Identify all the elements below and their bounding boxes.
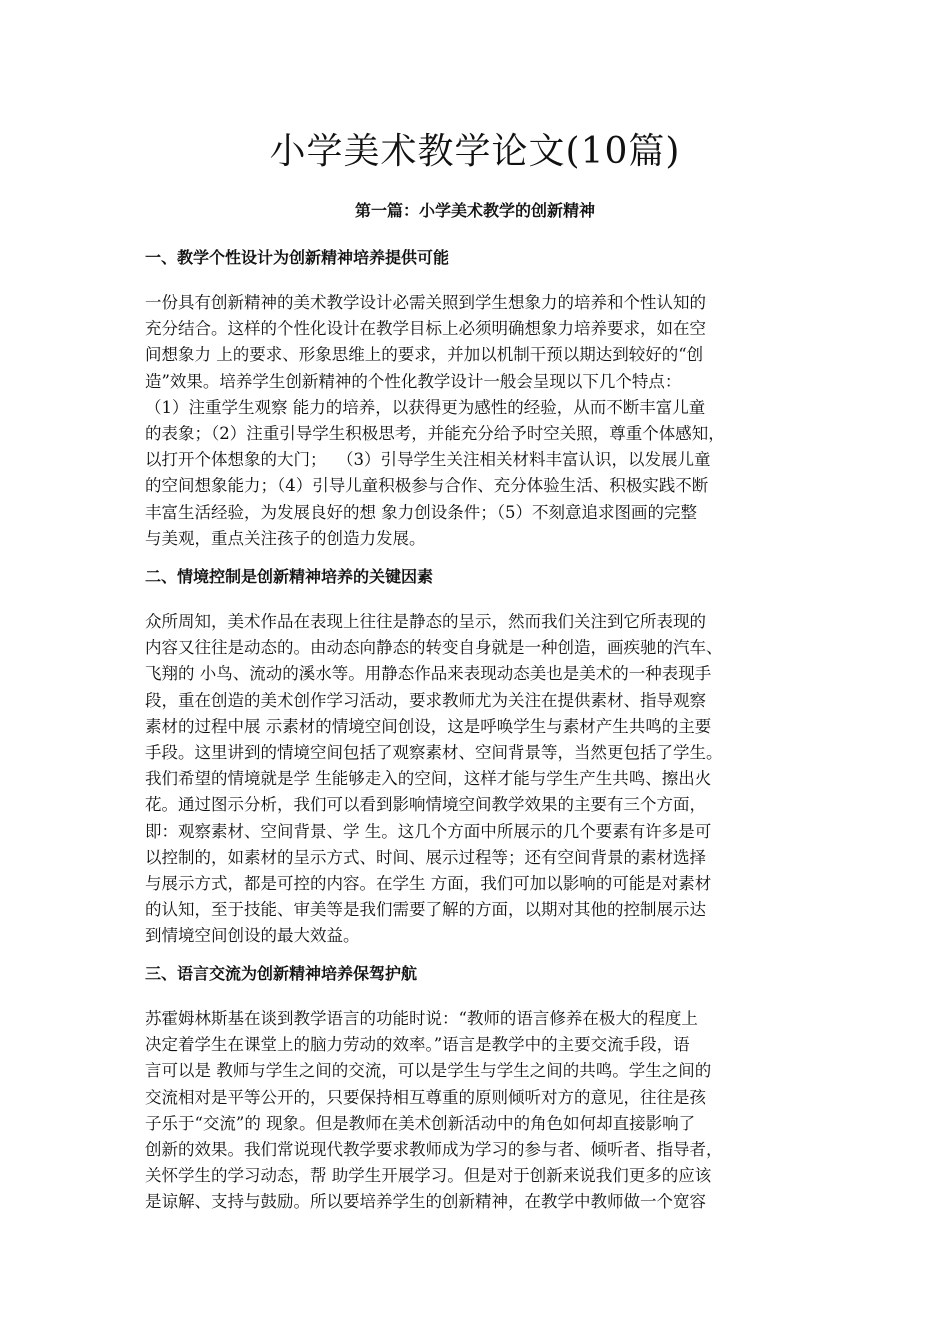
paragraph-line: 素材的过程中展 示素材的情境空间创设，这是呼唤学生与素材产生共鸣的主要	[145, 716, 712, 736]
paragraph-line: 我们希望的情境就是学 生能够走入的空间，这样才能与学生产生共鸣、擦出火	[145, 769, 712, 789]
section-2-heading: 二、情境控制是创新精神培养的关键因素	[145, 567, 434, 586]
paragraph-line: 内容又往往是动态的。由动态向静态的转变自身就是一种创造，画疾驰的汽车、	[145, 638, 723, 658]
paragraph-line: 手段。这里讲到的情境空间包括了观察素材、空间背景等，当然更包括了学生。	[145, 742, 723, 762]
section-2-paragraph	[145, 609, 813, 949]
paragraph-line: 造”效果。培养学生创新精神的个性化教学设计一般会呈现以下几个特点：	[145, 371, 682, 391]
article-subtitle: 第一篇：小学美术教学的创新精神	[354, 201, 595, 220]
paragraph-line: 众所周知，美术作品在表现上往往是静态的呈示，然而我们关注到它所表现的	[145, 612, 706, 631]
paragraph-line: （1）注重学生观察 能力的培养，以获得更为感性的经验，从而不断丰富儿童	[145, 397, 706, 417]
paragraph-line: 飞翔的 小鸟、流动的溪水等。用静态作品来表现动态美也是美术的一种表现手	[145, 664, 712, 684]
paragraph-line: 决定着学生在课堂上的脑力劳动的效率。”语言是教学中的主要交流手段，语	[145, 1035, 690, 1055]
paragraph-line: 与美观，重点关注孩子的创造力发展。	[145, 528, 426, 548]
paragraph-line: 子乐于“交流”的 现象。但是教师在美术创新活动中的角色如何却直接影响了	[145, 1113, 696, 1133]
paragraph-line: 间想象力 上的要求、形象思维上的要求，并加以机制干预以期达到较好的“创	[145, 345, 704, 365]
paragraph-line: 创新的效果。我们常说现代教学要求教师成为学习的参与者、倾听者、指导者，	[145, 1139, 723, 1159]
section-3-paragraph	[145, 1006, 813, 1216]
paragraph-line: 到情境空间创设的最大效益。	[145, 926, 360, 946]
paragraph-line: 一份具有创新精神的美术教学设计必需关照到学生想象力的培养和个性认知的	[145, 293, 706, 312]
paragraph-line: 交流相对是平等公开的，只要保持相互尊重的原则倾听对方的意见，往往是孩	[145, 1087, 706, 1107]
section-1-paragraph	[145, 290, 813, 552]
paragraph-line: 苏霍姆林斯基在谈到教学语言的功能时说：“教师的语言修养在极大的程度上	[145, 1009, 698, 1028]
section-3-heading: 三、语言交流为创新精神培养保驾护航	[145, 964, 418, 983]
paragraph-line: 与展示方式，都是可控的内容。在学生 方面，我们可加以影响的可能是对素材	[145, 873, 712, 893]
paragraph-line: 花。通过图示分析，我们可以看到影响情境空间教学效果的主要有三个方面，	[145, 795, 706, 815]
paragraph-line: 言可以是 教师与学生之间的交流，可以是学生与学生之间的共鸣。学生之间的	[145, 1061, 712, 1081]
paragraph-line: 关怀学生的学习动态，帮 助学生开展学习。但是对于创新来说我们更多的应该	[145, 1166, 712, 1186]
paragraph-line: 的认知，至于技能、审美等是我们需要了解的方面，以期对其他的控制展示达	[145, 900, 706, 920]
paragraph-line: 是谅解、支持与鼓励。所以要培养学生的创新精神，在教学中教师做一个宽容	[145, 1192, 706, 1212]
paragraph-line: 以控制的，如素材的呈示方式、时间、展示过程等；还有空间背景的素材选择	[145, 847, 706, 867]
paragraph-line: 即：观察素材、空间背景、学 生。这几个方面中所展示的几个要素有许多是可	[145, 821, 712, 841]
paragraph-line: 的空间想象能力；（4）引导儿童积极参与合作、充分体验生活、积极实践不断	[145, 476, 709, 496]
section-1-heading: 一、教学个性设计为创新精神培养提供可能	[145, 248, 450, 267]
document-title: 小学美术教学论文(10篇)	[269, 131, 681, 172]
paragraph-line: 丰富生活经验，为发展良好的想 象力创设条件；（5）不刻意追求图画的完整	[145, 502, 697, 522]
paragraph-line: 充分结合。这样的个性化设计在教学目标上必须明确想象力培养要求，如在空	[145, 319, 706, 339]
paragraph-line: 段，重在创造的美术创作学习活动，要求教师尤为关注在提供素材、指导观察	[145, 690, 706, 710]
paragraph-line: 的表象；（2）注重引导学生积极思考，并能充分给予时空关照，尊重个体感知，	[145, 423, 725, 443]
paragraph-line: 以打开个体想象的大门； （3）引导学生关注相关材料丰富认识，以发展儿童	[145, 450, 711, 470]
